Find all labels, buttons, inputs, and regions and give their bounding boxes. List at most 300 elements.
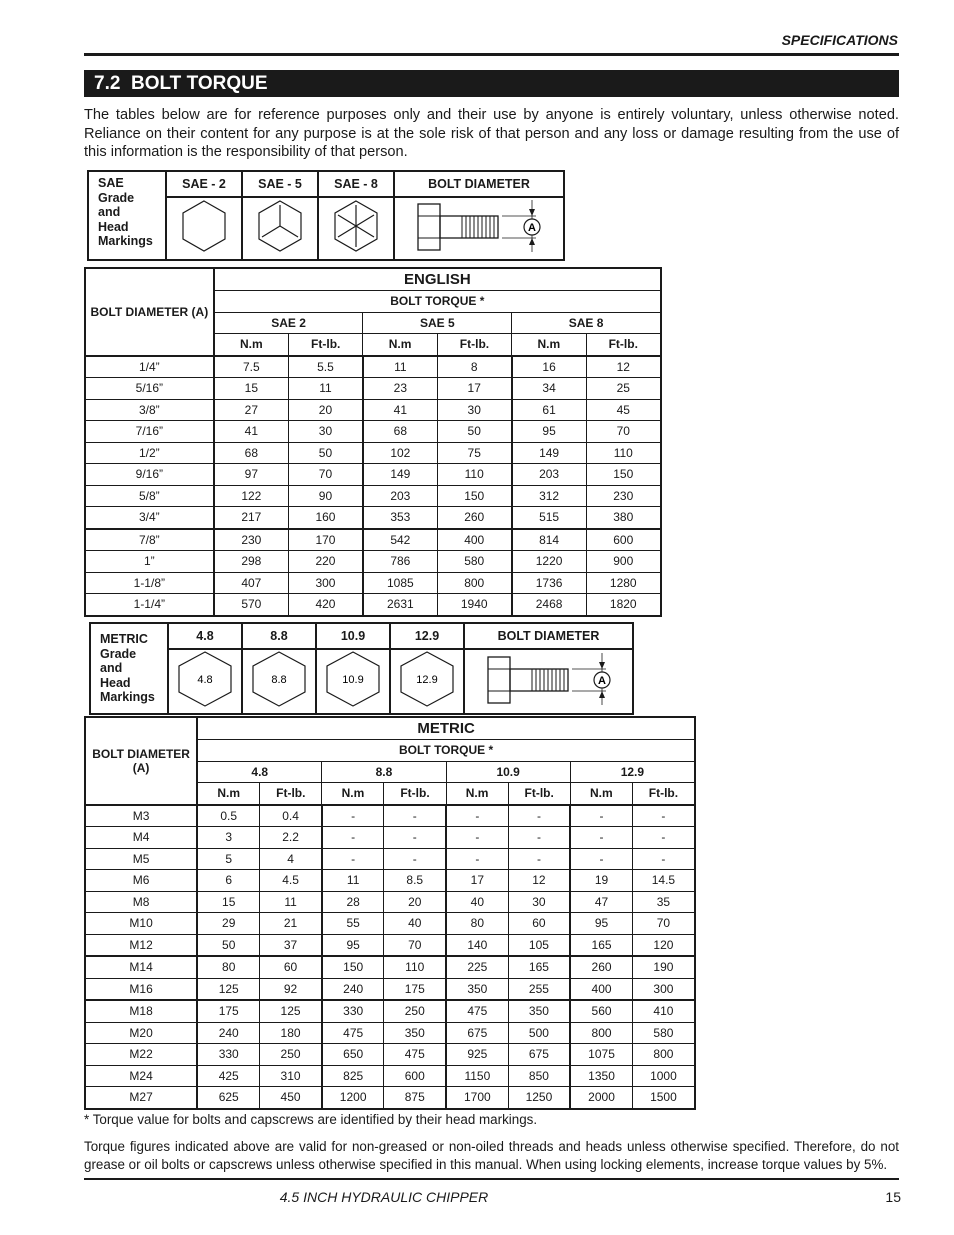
metric-markings-label: METRIC Grade and Head Markings: [90, 623, 168, 714]
svg-text:4.8: 4.8: [197, 674, 213, 686]
bolt-size-cell: 5/16”: [85, 378, 214, 400]
torque-value-cell: 175: [197, 1000, 260, 1022]
torque-value-cell: 410: [632, 1000, 695, 1022]
torque-value-cell: 23: [363, 378, 437, 400]
torque-value-cell: 250: [260, 1044, 322, 1066]
torque-value-cell: 1075: [570, 1044, 632, 1066]
torque-value-cell: 110: [384, 956, 446, 978]
torque-value-cell: 350: [446, 978, 508, 1000]
sae-bolt-diameter-header: BOLT DIAMETER: [394, 171, 564, 197]
torque-value-cell: 2.2: [260, 827, 322, 849]
table-row: [85, 529, 661, 551]
table-row: [85, 934, 695, 956]
torque-value-cell: 5: [197, 848, 260, 870]
bolt-size-cell: 3/4”: [85, 507, 214, 529]
torque-value-cell: 35: [632, 891, 695, 913]
unit-header: N.m: [512, 334, 586, 356]
torque-value-cell: 150: [437, 485, 511, 507]
english-row-header: BOLT DIAMETER (A): [85, 268, 214, 356]
torque-value-cell: 580: [437, 551, 511, 573]
sae-markings-label: SAE Grade and Head Markings: [88, 171, 166, 260]
sae-8-head-cell: [318, 197, 394, 260]
torque-value-cell: 1940: [437, 594, 511, 616]
bolt-size-cell: M20: [85, 1022, 197, 1044]
metric-head-cell: [390, 649, 464, 714]
bolt-size-cell: M24: [85, 1065, 197, 1087]
torque-value-cell: 120: [632, 934, 695, 956]
torque-value-cell: 203: [363, 485, 437, 507]
torque-value-cell: 11: [322, 870, 384, 892]
metric-10-9-hex-head-icon: [322, 650, 384, 708]
torque-value-cell: 350: [384, 1022, 446, 1044]
torque-value-cell: -: [570, 827, 632, 849]
metric-bolt-diameter-header: BOLT DIAMETER: [464, 623, 633, 649]
bolt-size-cell: M22: [85, 1044, 197, 1066]
metric-table-body: [85, 805, 695, 1109]
torque-value-cell: 260: [570, 956, 632, 978]
sae-8-hex-head-icon: [331, 199, 381, 253]
torque-value-cell: 30: [289, 421, 363, 443]
torque-value-cell: 110: [586, 442, 661, 464]
torque-value-cell: 150: [586, 464, 661, 486]
metric-title: METRIC: [197, 717, 695, 740]
section-title: BOLT TORQUE: [130, 73, 268, 94]
torque-value-cell: 925: [446, 1044, 508, 1066]
table-row: [85, 421, 661, 443]
torque-value-cell: 11: [363, 356, 437, 378]
metric-grade-header: 12.9: [390, 623, 464, 649]
torque-value-cell: 260: [437, 507, 511, 529]
torque-value-cell: 425: [197, 1065, 260, 1087]
torque-value-cell: 14.5: [632, 870, 695, 892]
torque-value-cell: 68: [363, 421, 437, 443]
torque-note: Torque figures indicated above are valid for non-greased or non-oiled threads and heads unless otherwise specified. Therefore, do not grease or oil bolts or capscrews unless otherwise specified in this manual. When using locking elements, increase torque values by 5%.: [84, 1139, 899, 1172]
bolt-size-cell: M12: [85, 934, 197, 956]
bolt-side-view-icon: [404, 198, 554, 254]
table-row: [85, 913, 695, 935]
torque-value-cell: 61: [512, 399, 586, 421]
torque-value-cell: -: [384, 827, 446, 849]
torque-value-cell: 34: [512, 378, 586, 400]
sae-markings-table: [87, 170, 565, 261]
torque-value-cell: -: [384, 805, 446, 827]
torque-value-cell: 400: [437, 529, 511, 551]
torque-value-cell: 11: [260, 891, 322, 913]
torque-value-cell: 60: [260, 956, 322, 978]
metric-torque-table: [84, 716, 696, 1110]
torque-value-cell: 180: [260, 1022, 322, 1044]
torque-value-cell: 542: [363, 529, 437, 551]
torque-value-cell: 175: [384, 978, 446, 1000]
table-row: [85, 870, 695, 892]
torque-value-cell: 110: [437, 464, 511, 486]
table-row: [85, 1087, 695, 1109]
torque-value-cell: 40: [384, 913, 446, 935]
torque-value-cell: 70: [632, 913, 695, 935]
torque-value-cell: 70: [384, 934, 446, 956]
torque-value-cell: 70: [586, 421, 661, 443]
sae-5-hex-head-icon: [255, 199, 305, 253]
metric-8-8-hex-head-icon: [248, 650, 310, 708]
bolt-size-cell: M3: [85, 805, 197, 827]
unit-header: N.m: [322, 783, 384, 805]
torque-value-cell: -: [508, 805, 570, 827]
torque-value-cell: 1220: [512, 551, 586, 573]
svg-text:10.9: 10.9: [342, 674, 364, 686]
torque-value-cell: 50: [437, 421, 511, 443]
torque-value-cell: 825: [322, 1065, 384, 1087]
metric-grade-header: 8.8: [322, 761, 446, 783]
torque-value-cell: 814: [512, 529, 586, 551]
torque-value-cell: 1500: [632, 1087, 695, 1109]
unit-header: Ft-lb.: [384, 783, 446, 805]
torque-value-cell: 150: [322, 956, 384, 978]
bolt-size-cell: M10: [85, 913, 197, 935]
torque-value-cell: 330: [197, 1044, 260, 1066]
unit-header: Ft-lb.: [586, 334, 661, 356]
bolt-size-cell: 1”: [85, 551, 214, 573]
torque-value-cell: 600: [586, 529, 661, 551]
torque-value-cell: 4.5: [260, 870, 322, 892]
torque-value-cell: 95: [570, 913, 632, 935]
torque-value-cell: 786: [363, 551, 437, 573]
table-row: [85, 572, 661, 594]
torque-value-cell: 225: [446, 956, 508, 978]
torque-value-cell: 50: [289, 442, 363, 464]
torque-value-cell: 15: [197, 891, 260, 913]
english-table-body: [85, 356, 661, 616]
metric-bolt-diagram-cell: [464, 649, 633, 714]
section-title-bar: [84, 70, 899, 97]
torque-value-cell: 240: [197, 1022, 260, 1044]
table-row: [85, 507, 661, 529]
english-grade-header: SAE 8: [512, 312, 661, 334]
table-row: [85, 891, 695, 913]
torque-value-cell: 1736: [512, 572, 586, 594]
unit-header: Ft-lb.: [632, 783, 695, 805]
sae-2-hex-head-icon: [179, 199, 229, 253]
torque-value-cell: 80: [446, 913, 508, 935]
torque-value-cell: 407: [214, 572, 289, 594]
torque-value-cell: 475: [322, 1022, 384, 1044]
page-number: 15: [885, 1189, 901, 1205]
torque-value-cell: 2631: [363, 594, 437, 616]
table-row: [85, 594, 661, 616]
english-title: ENGLISH: [214, 268, 661, 291]
bolt-size-cell: M6: [85, 870, 197, 892]
torque-value-cell: 37: [260, 934, 322, 956]
torque-value-cell: 515: [512, 507, 586, 529]
torque-value-cell: 900: [586, 551, 661, 573]
torque-value-cell: 230: [586, 485, 661, 507]
torque-value-cell: 2000: [570, 1087, 632, 1109]
torque-value-cell: 1200: [322, 1087, 384, 1109]
torque-value-cell: 60: [508, 913, 570, 935]
metric-grade-header: 4.8: [168, 623, 242, 649]
english-grade-header: SAE 2: [214, 312, 363, 334]
torque-value-cell: 560: [570, 1000, 632, 1022]
torque-value-cell: 28: [322, 891, 384, 913]
torque-value-cell: 21: [260, 913, 322, 935]
torque-value-cell: 2468: [512, 594, 586, 616]
table-row: [85, 442, 661, 464]
torque-value-cell: -: [322, 805, 384, 827]
unit-header: Ft-lb.: [289, 334, 363, 356]
english-torque-table: [84, 267, 662, 617]
torque-value-cell: 30: [437, 399, 511, 421]
torque-value-cell: 125: [260, 1000, 322, 1022]
torque-value-cell: 570: [214, 594, 289, 616]
torque-value-cell: -: [446, 805, 508, 827]
torque-value-cell: 625: [197, 1087, 260, 1109]
torque-value-cell: 1000: [632, 1065, 695, 1087]
torque-value-cell: 475: [384, 1044, 446, 1066]
torque-value-cell: 165: [508, 956, 570, 978]
table-row: [85, 1065, 695, 1087]
torque-value-cell: 7.5: [214, 356, 289, 378]
section-number: 7.2: [94, 73, 121, 94]
torque-value-cell: 17: [437, 378, 511, 400]
torque-value-cell: 1085: [363, 572, 437, 594]
intro-paragraph: The tables below are for reference purposes only and their use by anyone is entirely voluntary, unless otherwise noted. Reliance on their content for any purpose is at the sole risk of that person and any loss or damage resulting from the use of this information is the responsibility of that person.: [84, 107, 899, 160]
torque-value-cell: 255: [508, 978, 570, 1000]
torque-value-cell: 160: [289, 507, 363, 529]
torque-value-cell: 5.5: [289, 356, 363, 378]
bolt-side-view-icon: [474, 651, 624, 707]
metric-4-8-hex-head-icon: [174, 650, 236, 708]
torque-value-cell: 30: [508, 891, 570, 913]
torque-value-cell: 29: [197, 913, 260, 935]
torque-value-cell: -: [570, 805, 632, 827]
unit-header: Ft-lb.: [437, 334, 511, 356]
metric-grade-header: 8.8: [242, 623, 316, 649]
torque-value-cell: -: [508, 848, 570, 870]
torque-value-cell: 19: [570, 870, 632, 892]
sae-grade-2-header: SAE - 2: [166, 171, 242, 197]
header-rule: [84, 53, 899, 56]
torque-value-cell: 95: [322, 934, 384, 956]
torque-value-cell: -: [384, 848, 446, 870]
torque-value-cell: 850: [508, 1065, 570, 1087]
metric-head-cell: [242, 649, 316, 714]
footer-title: 4.5 INCH HYDRAULIC CHIPPER: [279, 1189, 489, 1205]
table-row: [85, 378, 661, 400]
bolt-size-cell: 1-1/8”: [85, 572, 214, 594]
torque-value-cell: 312: [512, 485, 586, 507]
footer-rule: [84, 1178, 899, 1180]
dimension-letter: A: [597, 675, 606, 687]
svg-text:12.9: 12.9: [416, 674, 438, 686]
torque-value-cell: 217: [214, 507, 289, 529]
torque-value-cell: 16: [512, 356, 586, 378]
footnote: * Torque value for bolts and capscrews are identified by their head markings.: [84, 1112, 538, 1127]
torque-value-cell: -: [446, 827, 508, 849]
torque-value-cell: 170: [289, 529, 363, 551]
table-row: [85, 551, 661, 573]
torque-value-cell: 240: [322, 978, 384, 1000]
table-row: [85, 978, 695, 1000]
torque-value-cell: 68: [214, 442, 289, 464]
torque-value-cell: 300: [289, 572, 363, 594]
torque-value-cell: 1700: [446, 1087, 508, 1109]
torque-value-cell: 875: [384, 1087, 446, 1109]
metric-head-cell: [316, 649, 390, 714]
torque-value-cell: 220: [289, 551, 363, 573]
table-row: [85, 956, 695, 978]
torque-value-cell: 165: [570, 934, 632, 956]
bolt-size-cell: M14: [85, 956, 197, 978]
torque-value-cell: 800: [437, 572, 511, 594]
torque-value-cell: 102: [363, 442, 437, 464]
unit-header: N.m: [446, 783, 508, 805]
torque-value-cell: 298: [214, 551, 289, 573]
table-row: [85, 356, 661, 378]
bolt-size-cell: 9/16”: [85, 464, 214, 486]
torque-value-cell: 450: [260, 1087, 322, 1109]
torque-value-cell: 3: [197, 827, 260, 849]
torque-value-cell: 420: [289, 594, 363, 616]
torque-value-cell: 4: [260, 848, 322, 870]
torque-value-cell: 8: [437, 356, 511, 378]
metric-grade-header: 10.9: [316, 623, 390, 649]
torque-value-cell: 105: [508, 934, 570, 956]
svg-text:8.8: 8.8: [271, 674, 287, 686]
bolt-size-cell: M4: [85, 827, 197, 849]
torque-value-cell: 95: [512, 421, 586, 443]
torque-value-cell: 12: [508, 870, 570, 892]
torque-value-cell: 149: [363, 464, 437, 486]
torque-value-cell: 1150: [446, 1065, 508, 1087]
torque-value-cell: -: [632, 848, 695, 870]
torque-value-cell: 250: [384, 1000, 446, 1022]
bolt-size-cell: 1/4”: [85, 356, 214, 378]
torque-value-cell: 300: [632, 978, 695, 1000]
torque-value-cell: 20: [289, 399, 363, 421]
torque-value-cell: 25: [586, 378, 661, 400]
torque-value-cell: -: [632, 805, 695, 827]
torque-value-cell: 12: [586, 356, 661, 378]
sae-grade-8-header: SAE - 8: [318, 171, 394, 197]
torque-value-cell: 800: [632, 1044, 695, 1066]
torque-value-cell: 1280: [586, 572, 661, 594]
metric-head-cell: [168, 649, 242, 714]
torque-value-cell: 400: [570, 978, 632, 1000]
bolt-size-cell: M5: [85, 848, 197, 870]
sae-grade-5-header: SAE - 5: [242, 171, 318, 197]
bolt-size-cell: 7/8”: [85, 529, 214, 551]
table-row: [85, 399, 661, 421]
torque-value-cell: -: [570, 848, 632, 870]
unit-header: Ft-lb.: [260, 783, 322, 805]
torque-value-cell: 1250: [508, 1087, 570, 1109]
table-row: [85, 1022, 695, 1044]
torque-value-cell: 41: [363, 399, 437, 421]
unit-header: Ft-lb.: [508, 783, 570, 805]
table-row: [85, 485, 661, 507]
torque-value-cell: 80: [197, 956, 260, 978]
sae-bolt-diagram-cell: [394, 197, 564, 260]
dimension-letter: A: [528, 222, 536, 234]
torque-value-cell: 310: [260, 1065, 322, 1087]
table-row: [85, 805, 695, 827]
table-row: [85, 1044, 695, 1066]
bolt-size-cell: M18: [85, 1000, 197, 1022]
torque-value-cell: 11: [289, 378, 363, 400]
torque-value-cell: 800: [570, 1022, 632, 1044]
torque-value-cell: 675: [446, 1022, 508, 1044]
metric-torque-header: BOLT TORQUE *: [197, 740, 695, 762]
torque-value-cell: 55: [322, 913, 384, 935]
torque-value-cell: 92: [260, 978, 322, 1000]
metric-grade-header: 4.8: [197, 761, 322, 783]
torque-value-cell: 50: [197, 934, 260, 956]
torque-value-cell: 90: [289, 485, 363, 507]
torque-value-cell: -: [322, 827, 384, 849]
torque-value-cell: 20: [384, 891, 446, 913]
metric-grade-header: 12.9: [570, 761, 695, 783]
torque-value-cell: -: [446, 848, 508, 870]
torque-value-cell: 650: [322, 1044, 384, 1066]
english-grade-header: SAE 5: [363, 312, 512, 334]
bolt-size-cell: 3/8”: [85, 399, 214, 421]
english-torque-header: BOLT TORQUE *: [214, 291, 661, 313]
torque-value-cell: 353: [363, 507, 437, 529]
torque-value-cell: 125: [197, 978, 260, 1000]
bolt-size-cell: M16: [85, 978, 197, 1000]
torque-value-cell: 475: [446, 1000, 508, 1022]
torque-value-cell: 0.4: [260, 805, 322, 827]
torque-value-cell: 1820: [586, 594, 661, 616]
unit-header: N.m: [214, 334, 289, 356]
torque-value-cell: 45: [586, 399, 661, 421]
torque-value-cell: 190: [632, 956, 695, 978]
metric-markings-table: [89, 622, 634, 715]
torque-value-cell: 580: [632, 1022, 695, 1044]
torque-value-cell: 500: [508, 1022, 570, 1044]
torque-value-cell: 27: [214, 399, 289, 421]
table-row: [85, 1000, 695, 1022]
unit-header: N.m: [197, 783, 260, 805]
unit-header: N.m: [570, 783, 632, 805]
running-header: SPECIFICATIONS: [781, 32, 898, 48]
torque-value-cell: -: [508, 827, 570, 849]
bolt-size-cell: 1/2”: [85, 442, 214, 464]
metric-row-header: BOLT DIAMETER (A): [85, 717, 197, 805]
sae-2-head-cell: [166, 197, 242, 260]
table-row: [85, 848, 695, 870]
table-row: [85, 827, 695, 849]
bolt-size-cell: M8: [85, 891, 197, 913]
torque-value-cell: 41: [214, 421, 289, 443]
torque-value-cell: 600: [384, 1065, 446, 1087]
torque-value-cell: 6: [197, 870, 260, 892]
metric-grade-header: 10.9: [446, 761, 570, 783]
bolt-size-cell: M27: [85, 1087, 197, 1109]
torque-value-cell: 140: [446, 934, 508, 956]
torque-value-cell: 70: [289, 464, 363, 486]
torque-value-cell: 350: [508, 1000, 570, 1022]
sae-5-head-cell: [242, 197, 318, 260]
unit-header: N.m: [363, 334, 437, 356]
torque-value-cell: 380: [586, 507, 661, 529]
torque-value-cell: 17: [446, 870, 508, 892]
torque-value-cell: 1350: [570, 1065, 632, 1087]
torque-value-cell: -: [322, 848, 384, 870]
torque-value-cell: 330: [322, 1000, 384, 1022]
torque-value-cell: 149: [512, 442, 586, 464]
bolt-size-cell: 7/16”: [85, 421, 214, 443]
torque-value-cell: 675: [508, 1044, 570, 1066]
